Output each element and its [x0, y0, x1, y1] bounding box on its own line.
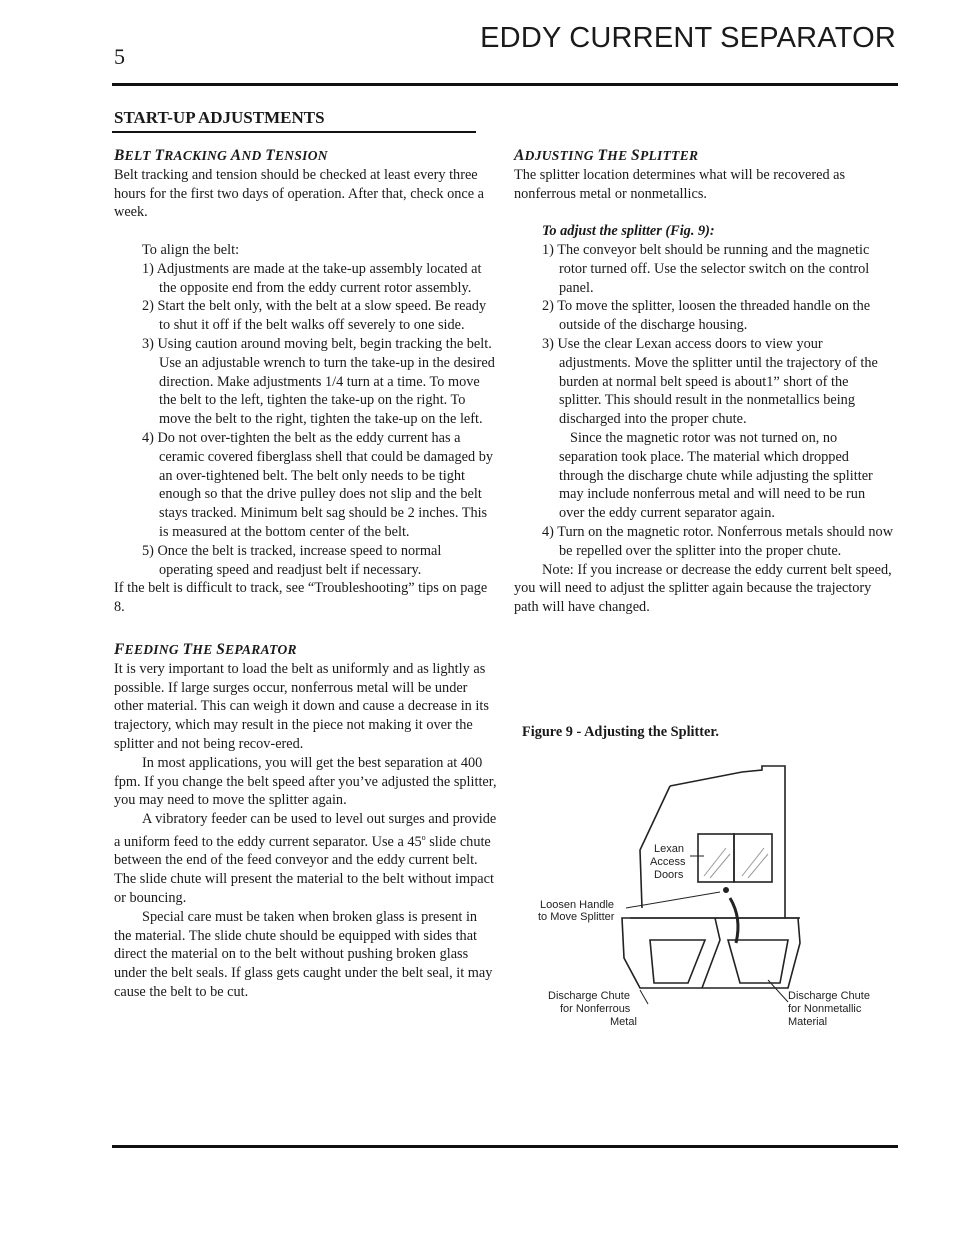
list-item: 2) Start the belt only, with the belt at a slow speed. Be ready to shut it off if the belt walks off severely to one side. [142, 298, 487, 334]
page-number: 5 [114, 44, 125, 69]
lexan-label-line-3: Doors [654, 869, 684, 881]
splitter-note: Note: If you increase or decrease the eddy current belt speed, you will need to adjust the splitter again because the trajectory path will have changed. [514, 561, 892, 616]
feeding-heading: FEEDING THE SEPARATOR [114, 640, 297, 658]
splitter-diagram [530, 758, 890, 1058]
align-intro: To align the belt: [142, 241, 240, 258]
handle-knob [723, 887, 729, 893]
left-column [114, 147, 498, 1002]
splitter-steps [514, 241, 894, 561]
feeding-paragraph-1: It is very important to load the belt as uniformly and as lightly as possible. If large surges occur, nonferrous metal will be under other material. This can weigh it down and cause a decrease in its trajectory, which may result in the piece not making it over the splitter and not being recov-ered. [114, 660, 489, 752]
lexan-label-line-1: Lexan [654, 843, 684, 855]
nonferrous-chute [650, 940, 705, 983]
list-item: 5) Once the belt is tracked, increase speed to normal operating speed and readjust belt if necessary. [142, 542, 442, 578]
list-item: 1) The conveyor belt should be running and the magnetic rotor turned off. Use the selector switch on the control panel. [542, 241, 870, 296]
lexan-label-line-2: Access [650, 856, 686, 868]
list-item: 4) Turn on the magnetic rotor. Nonferrous metals should now be repelled over the splitter into the proper chute. [542, 523, 894, 559]
header-rule [112, 83, 898, 86]
feeding-paragraph-2: In most applications, you will get the best separation at 400 fpm. If you change the belt speed after you’ve adjusted the splitter, you may need to move the splitter again. [114, 754, 497, 809]
discharge-housing [622, 918, 800, 988]
nonferrous-label-line-3: Metal [610, 1016, 637, 1028]
splitter-procedure-title: To adjust the splitter (Fig. 9): [542, 223, 715, 240]
nonferrous-label-line-2: for Nonferrous [560, 1003, 631, 1015]
section-rule [112, 131, 476, 133]
figure-caption: Figure 9 - Adjusting the Splitter. [522, 724, 719, 740]
belt-tracking-steps [114, 260, 498, 580]
nonmetallic-label-line-1: Discharge Chute [788, 990, 870, 1002]
right-column [514, 147, 894, 617]
document-title: EDDY CURRENT SEPARATOR [480, 22, 896, 54]
list-item: Since the magnetic rotor was not turned on, no separation took place. The material which dropped through the discharge chute while adjusting the splitter may include nonferrous metal and will need to be run over the eddy current separator again. [559, 429, 873, 522]
splitter-blade [730, 898, 738, 943]
handle-label-line-1: Loosen Handle [540, 899, 615, 911]
nonmetallic-label-line-3: Material [788, 1016, 828, 1028]
lexan-door-left [698, 834, 734, 882]
belt-tracking-heading: BELT TRACKING AND TENSION [114, 147, 328, 164]
list-item: 1) Adjustments are made at the take-up assembly located at the opposite end from the eddy current rotor assembly. [142, 260, 482, 296]
feeding-paragraph-4: Special care must be taken when broken glass is present in the material. The slide chute should be equipped with sides that direct the material on to the belt without pushing broken glass under the belt seals. If glass gets caught under the belt seal, it may cause the belt to be cut. [114, 908, 493, 1001]
list-item: 2) To move the splitter, loosen the threaded handle on the outside of the discharge housing. [542, 298, 871, 334]
nonmetallic-label-line-2: for Nonmetallic [788, 1003, 862, 1015]
feeding-paragraph-3: A vibratory feeder can be used to level out surges and provide a uniform feed to the eddy current separator. Use a 45$^o$ slide chute between the end of the feed conveyor and the eddy current belt. The slide chute will present the material to the belt without impact or bouncing. [114, 811, 497, 907]
list-item: 3) Use the clear Lexan access doors to view your adjustments. Move the splitter until the trajectory of the burden at normal belt speed is about1” short of the splitter. This should result in the nonmetallics being discharged into the proper chute. [542, 335, 878, 428]
lexan-door-right [734, 834, 772, 882]
section-heading: START-UP ADJUSTMENTS [114, 108, 325, 127]
belt-tracking-intro: Belt tracking and tension should be checked at least every three hours for the first two days of operation. After that, check once a week. [114, 166, 485, 221]
nonmetallic-chute [728, 940, 788, 983]
housing-top-outline [670, 766, 800, 918]
nonferrous-label-line-1: Discharge Chute [548, 990, 630, 1002]
belt-tracking-outro: If the belt is difficult to track, see “Troubleshooting” tips on page 8. [114, 580, 488, 616]
splitter-heading: ADJUSTING THE SPLITTER [514, 147, 699, 164]
handle-label-line-2: to Move Splitter [538, 911, 615, 923]
footer-rule [112, 1145, 898, 1148]
splitter-intro: The splitter location determines what will be recovered as nonferrous metal or nonmetallics. [514, 166, 846, 202]
splitter-divider [702, 918, 720, 988]
list-item: 3) Using caution around moving belt, begin tracking the belt. Use an adjustable wrench to turn the take-up in the desired direction. Make adjustments 1/4 turn at a time. To move the belt to the left, tighten the take-up on the right. To move the belt to the right, tighten the take-up on the left. [142, 335, 495, 428]
list-item: 4) Do not over-tighten the belt as the eddy current has a ceramic covered fiberglass shell that could be damaged by an over-tightened belt. The belt only needs to be tight enough so that the drive pulley does not slip and the belt stays tracked. Minimum belt sag should be 2 inches. This is measured at the bottom center of the belt. [142, 429, 493, 540]
